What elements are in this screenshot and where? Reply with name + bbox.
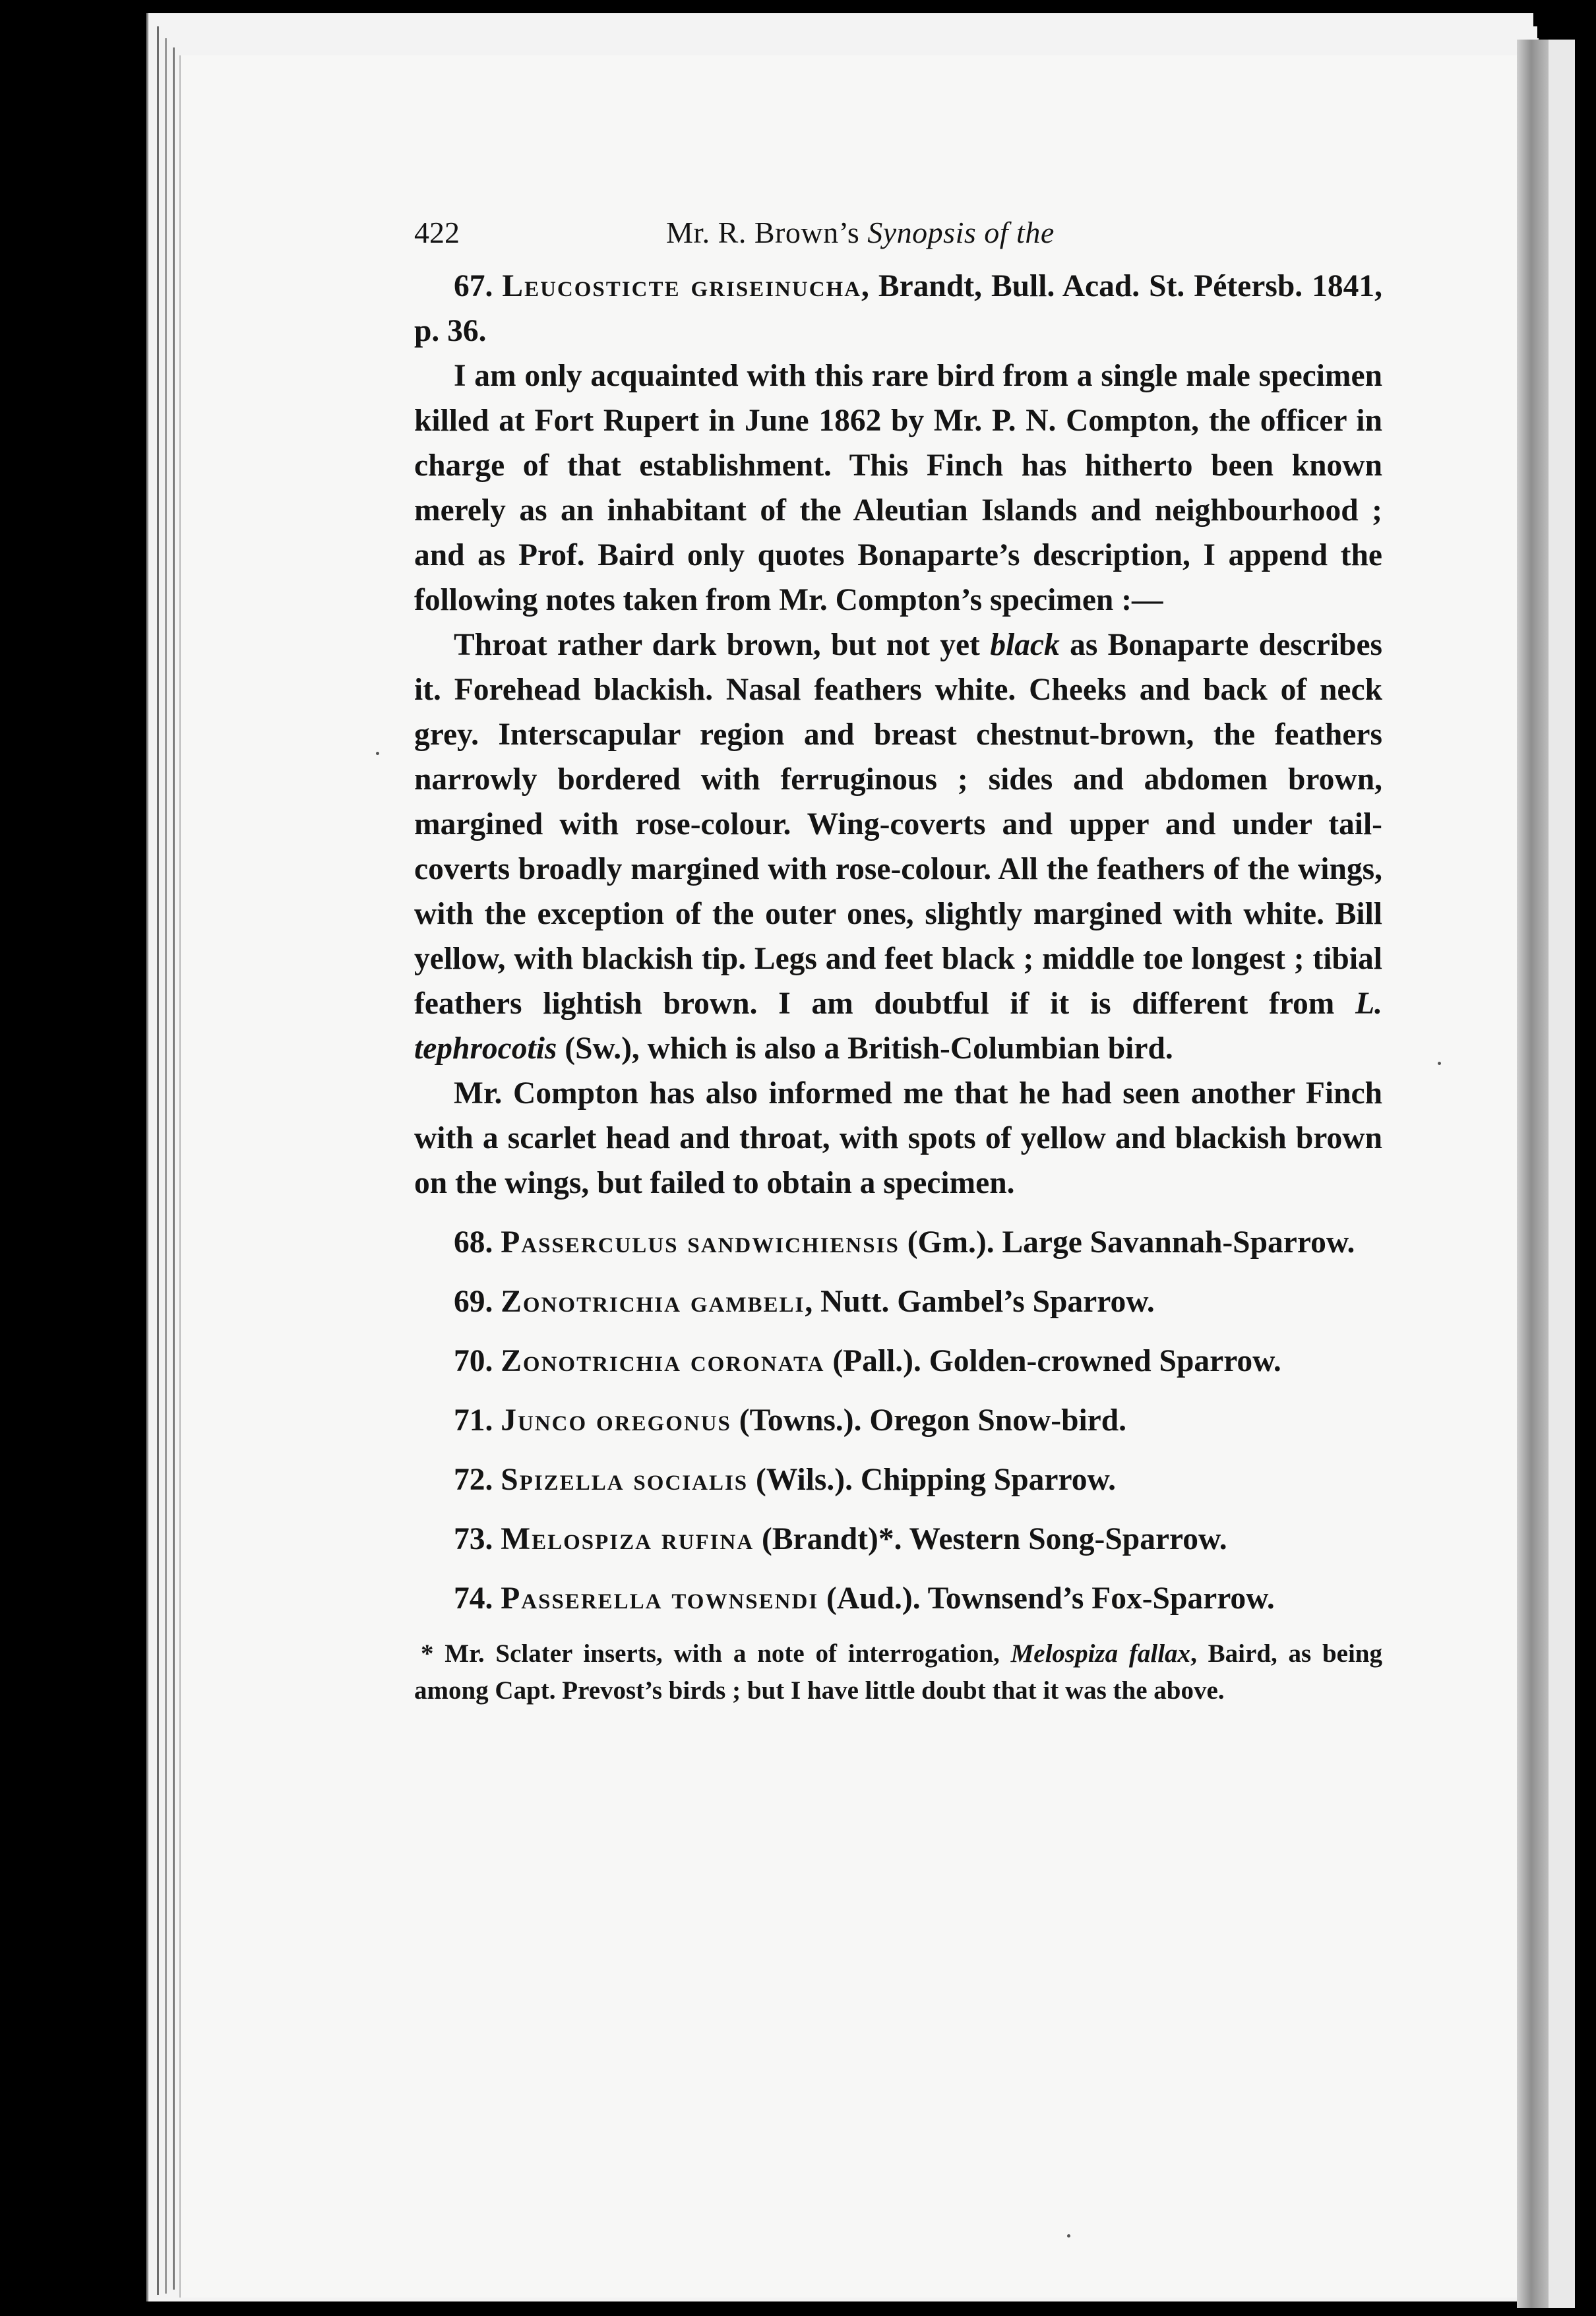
species-entry: 69. Zonotrichia gambeli, Nutt. Gambel’s Sparrow. [454, 1285, 1155, 1319]
species-entry: 70. Zonotrichia coronata (Pall.). Golden-crowned Sparrow. [454, 1344, 1281, 1378]
running-title: Mr. R. Brown’s Synopsis of the [666, 216, 1055, 249]
running-head [414, 206, 1382, 264]
facing-page-edge [1549, 40, 1575, 2308]
species-name: Spizella socialis [501, 1463, 749, 1497]
species-entry: 73. Melospiza rufina (Brandt)*. Western Song-Sparrow. [454, 1522, 1227, 1556]
paragraph: Mr. Compton has also informed me that he had seen another Finch with a scarlet head and throat, with spots of yellow and blackish brown on the wings, but failed to obtain a specimen. [414, 1076, 1382, 1200]
page-number: 422 [414, 216, 460, 249]
species-name: Passerculus sandwichiensis [501, 1225, 900, 1260]
species-entry: 68. Passerculus sandwichiensis (Gm.). Large Savannah-Sparrow. [454, 1225, 1355, 1260]
species-name: Zonotrichia coronata [501, 1344, 825, 1378]
binding-gutter [1517, 40, 1549, 2308]
species-name: Leucosticte griseinucha [502, 269, 862, 303]
paragraph: I am only acquainted with this rare bird from a single male specimen killed at Fort Rupert in June 1862 by Mr. P. N. Compton, the officer in charge of that establishment. This Finch has hitherto been known merely as an inhabitant of the Aleutian Islands and neighbourhood ; and as Prof. Baird only quotes Bonaparte’s description, I append the following notes taken from Mr. Compton’s specimen :— [414, 359, 1382, 617]
paper-speck [376, 752, 379, 755]
species-name: Melospiza rufina [501, 1522, 754, 1556]
species-entry: 74. Passerella townsendi (Aud.). Townsend’s Fox-Sparrow. [454, 1581, 1275, 1616]
body-text [414, 264, 1382, 1621]
paper-speck [1067, 2234, 1070, 2238]
species-name: Zonotrichia gambeli [501, 1285, 805, 1319]
species-name: Passerella townsendi [501, 1581, 819, 1616]
paper-speck [1438, 1062, 1441, 1065]
page-content [414, 206, 1382, 1709]
species-name: Junco oregonus [501, 1403, 731, 1438]
species-entry: 67. Leucosticte griseinucha, Brandt, Bull. Acad. St. Pétersb. 1841, p. 36. [414, 269, 1383, 348]
footnote: * Mr. Sclater inserts, with a note of interrogation, Melospiza fallax, Baird, as being among Capt. Prevost’s birds ; but I have little doubt that it was the above. [414, 1639, 1383, 1705]
paragraph: Throat rather dark brown, but not yet black as Bonaparte describes it. Forehead blackish. Nasal feathers white. Cheeks and back of neck grey. Interscapular region and breast chestnut-brown, the feathers narrowly bordered with ferruginous ; sides and abdomen brown, margined with rose-colour. Wing-coverts and upper and under tail-coverts broadly margined with rose-colour. All the feathers of the wings, with the exception of the outer ones, slightly margined with white. Bill yellow, with blackish tip. Legs and feet black ; middle toe longest ; tibial feathers lightish brown. I am doubtful if it is different from L. tephrocotis (Sw.), which is also a British-Columbian bird. [414, 628, 1383, 1066]
species-entry: 72. Spizella socialis (Wils.). Chipping Sparrow. [454, 1463, 1117, 1497]
species-entry: 71. Junco oregonus (Towns.). Oregon Snow-bird. [454, 1403, 1127, 1438]
